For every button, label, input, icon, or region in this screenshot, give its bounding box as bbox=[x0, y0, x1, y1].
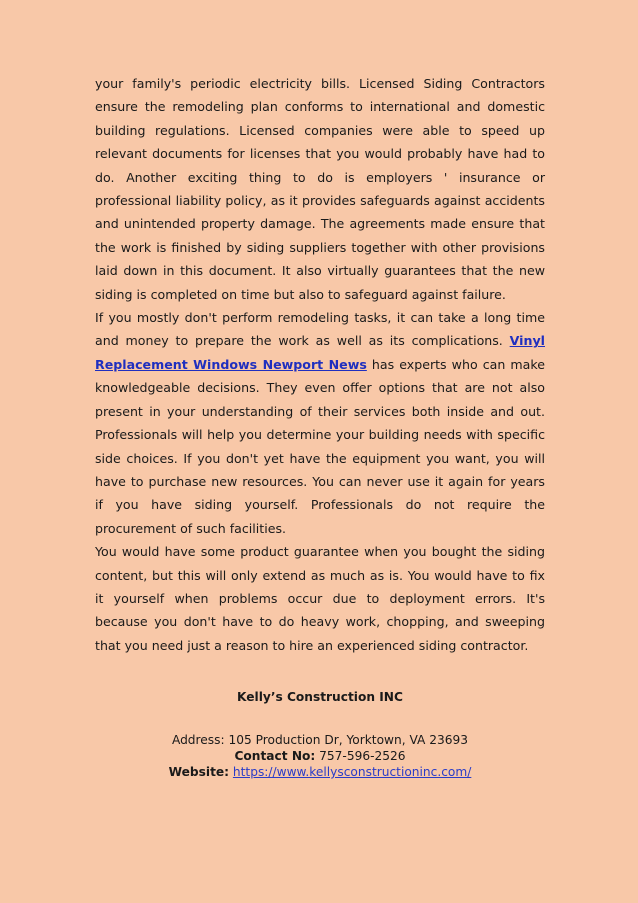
contact-line bbox=[95, 748, 545, 764]
paragraph-2 bbox=[95, 306, 545, 540]
company-name: Kelly’s Construction INC bbox=[237, 690, 403, 705]
contact-number: 757-596-2526 bbox=[315, 749, 406, 764]
website-label: Website: bbox=[168, 765, 230, 780]
paragraph-2-intro: If you mostly don't perform remodeling tasks, it can take a long time and money to prepare the work as well as its complications. bbox=[95, 310, 545, 349]
contact-footer bbox=[95, 689, 545, 780]
website-line bbox=[95, 764, 545, 780]
vinyl-windows-link[interactable]: Vinyl Replacement Windows Newport News bbox=[95, 333, 545, 372]
paragraph-3: You would have some product guarantee when you bought the siding content, but this will only extend as much as is. You would have to fix it yourself when problems occur due to deployment errors. It's because you don't have to do heavy work, chopping, and sweeping that you need just a reason to hire an experienced siding contractor. bbox=[95, 544, 545, 653]
address-line: Address: 105 Production Dr, Yorktown, VA 23693 bbox=[171, 733, 469, 748]
contact-label: Contact No: bbox=[234, 749, 316, 764]
website-link[interactable]: https://www.kellysconstructioninc.com/ bbox=[232, 765, 472, 780]
document-page bbox=[95, 72, 545, 780]
paragraph-2-rest: has experts who can make knowledgeable decisions. They even offer options that are not also present in your understanding of their services both inside and out. Professionals will help you determine your building needs with specific side choices. If you don't yet have the equipment you want, you will have to purchase new resources. You can never use it again for years if you have siding yourself. Professionals do not require the procurement of such facilities. bbox=[95, 356, 545, 536]
paragraph-1: your family's periodic electricity bills. Licensed Siding Contractors ensure the remodeling plan conforms to international and domestic building regulations. Licensed companies were able to speed up relevant documents for licenses that you would probably have had to do. Another exciting thing to do is employers ' insurance or professional liability policy, as it provides safeguards against accidents and unintended property damage. The agreements made ensure that the work is finished by siding suppliers together with other provisions laid down in this document. It also virtually guarantees that the new siding is completed on time but also to safeguard against failure. bbox=[95, 76, 545, 302]
